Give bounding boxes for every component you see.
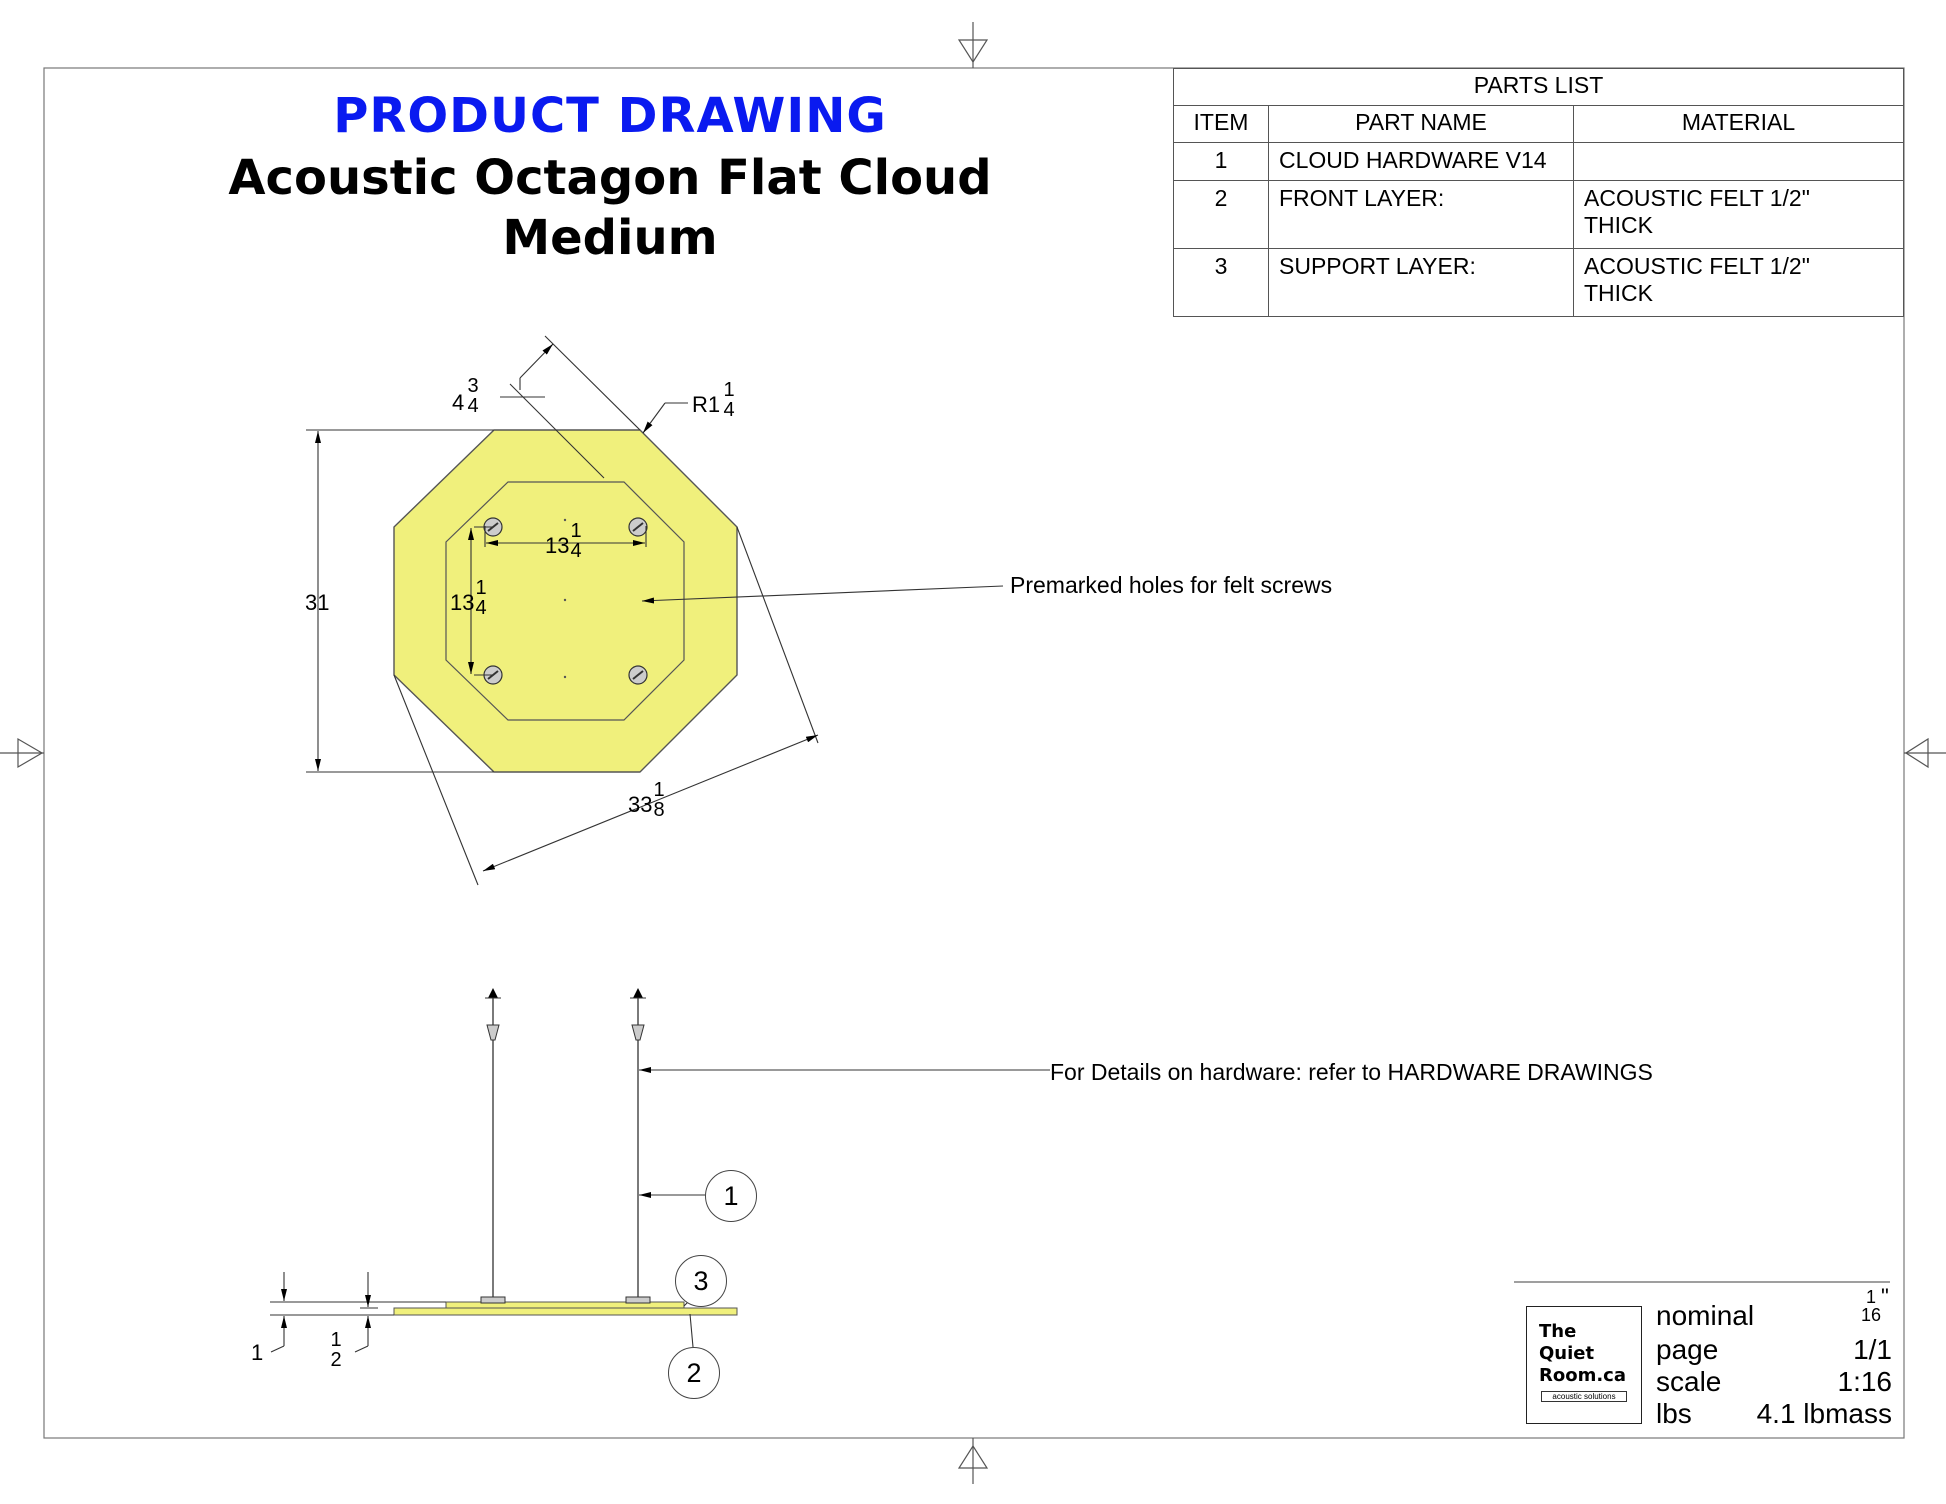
page-value: 1/1 (1853, 1334, 1892, 1365)
weight-value: 4.1 lbmass (1756, 1398, 1892, 1429)
height-dimension: 31 (305, 590, 330, 615)
company-logo: The Quiet Room.ca acoustic solutions (1526, 1306, 1642, 1424)
holes-note: Premarked holes for felt screws (1010, 572, 1333, 598)
cell-item: 3 (1174, 249, 1269, 317)
layer-thickness-dimension: 1 2 (330, 1329, 342, 1371)
cell-part-name: CLOUD HARDWARE V14 (1269, 143, 1574, 181)
cell-part-name: SUPPORT LAYER: (1269, 249, 1574, 317)
page-label: page (1656, 1334, 1719, 1365)
octagon-panel-top-view (394, 430, 737, 772)
cell-item: 2 (1174, 181, 1269, 249)
cell-material: ACOUSTIC FELT 1/2" THICK (1574, 181, 1904, 249)
parts-list-caption: PARTS LIST (1174, 69, 1904, 106)
cell-item: 1 (1174, 143, 1269, 181)
hanging-cables (493, 995, 638, 1302)
cell-part-name: FRONT LAYER: (1269, 181, 1574, 249)
column-header-item: ITEM (1174, 106, 1269, 143)
total-thickness-dimension: 1 (251, 1340, 264, 1365)
column-header-part-name: PART NAME (1269, 106, 1574, 143)
nominal-label: nominal (1656, 1300, 1755, 1331)
column-header-material: MATERIAL (1574, 106, 1904, 143)
cell-material (1574, 143, 1904, 181)
hardware-note: For Details on hardware: refer to HARDWARE DRAWINGS (1050, 1059, 1653, 1085)
cell-material: ACOUSTIC FELT 1/2" THICK (1574, 249, 1904, 317)
balloon-3: 3 (675, 1255, 727, 1307)
table-row (1174, 143, 1904, 181)
drawing-heading: PRODUCT DRAWING (333, 88, 887, 144)
parts-list-table (1173, 68, 1904, 317)
side-view (270, 988, 1050, 1352)
table-row (1174, 249, 1904, 317)
balloon-2: 2 (668, 1347, 720, 1399)
table-row (1174, 181, 1904, 249)
scale-label: scale (1656, 1366, 1722, 1397)
product-name: Acoustic Octagon Flat Cloud (228, 150, 992, 206)
weight-label: lbs (1656, 1398, 1692, 1429)
product-size: Medium (502, 210, 718, 266)
scale-value: 1:16 (1837, 1366, 1892, 1397)
cable-grippers (481, 1025, 650, 1303)
balloon-1: 1 (705, 1170, 757, 1222)
front-layer (394, 1308, 737, 1315)
